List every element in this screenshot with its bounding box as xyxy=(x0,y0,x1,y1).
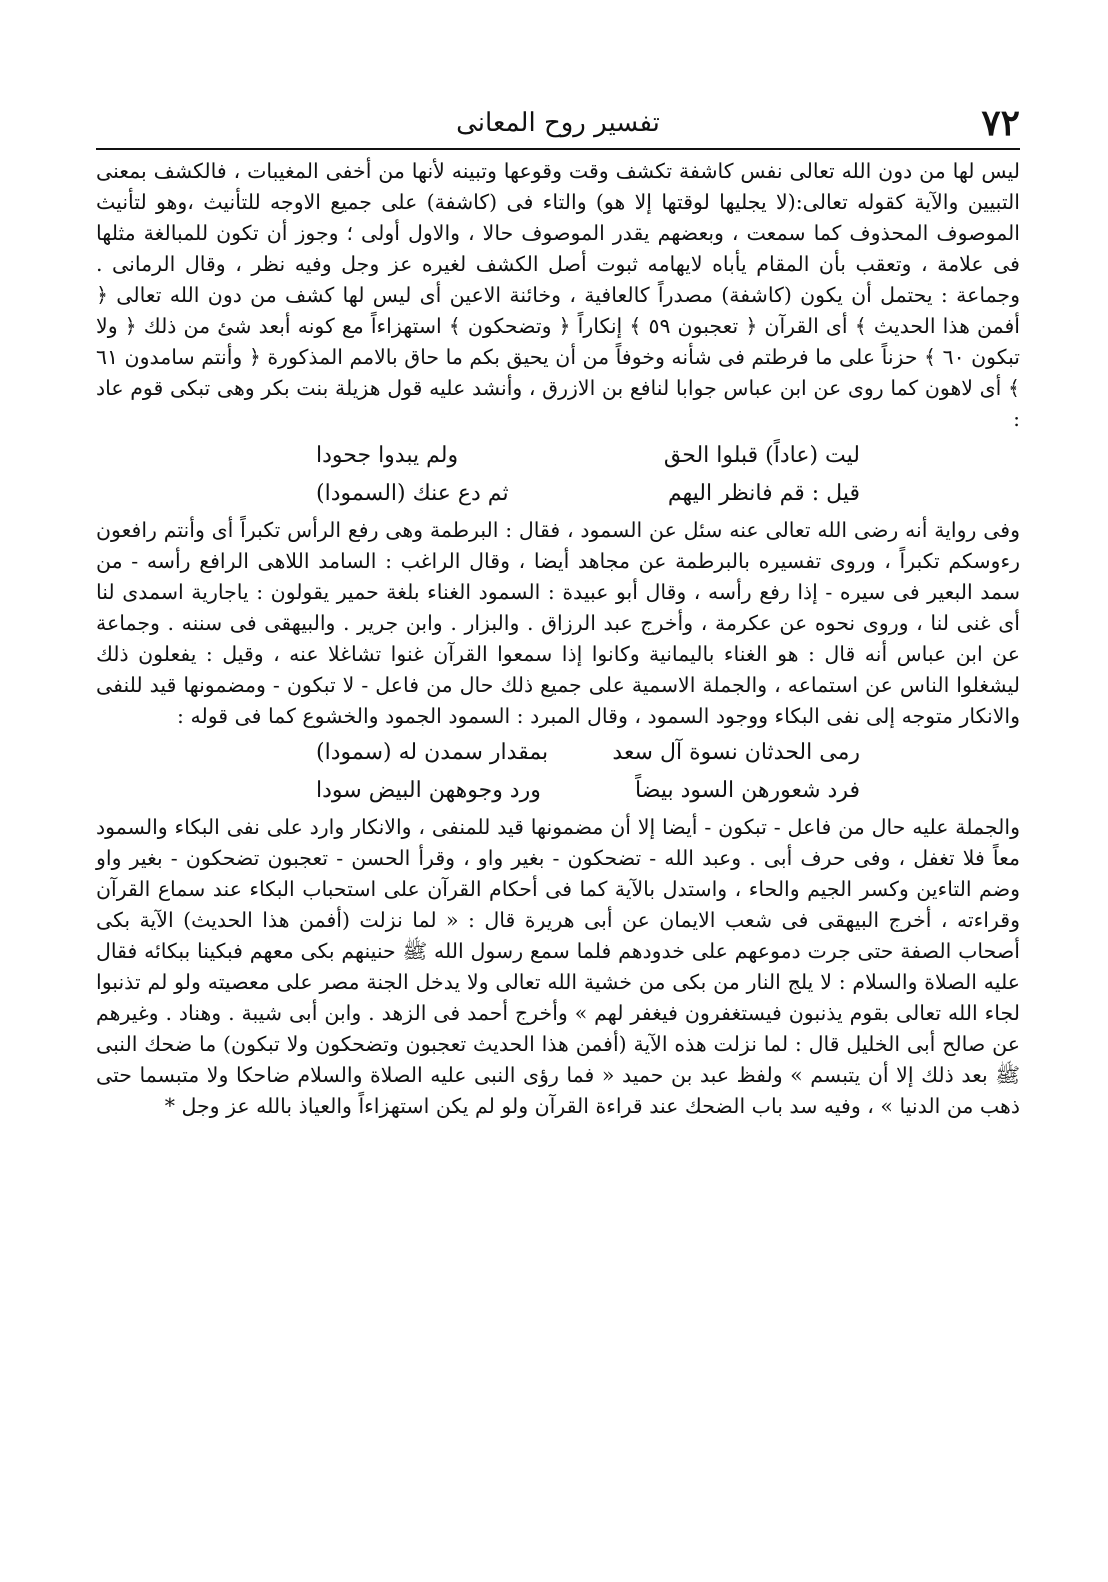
hemistich: قيل : قم فانظر اليهم xyxy=(667,481,860,506)
hemistich: رمى الحدثان نسوة آل سعد xyxy=(612,740,860,765)
verse-line xyxy=(316,475,860,513)
hemistich: ولم يبدوا جحودا xyxy=(316,443,459,468)
hemistich: ثم دع عنك (السمودا) xyxy=(316,481,509,506)
hemistich: ليت (عاداً) قبلوا الحق xyxy=(663,443,860,468)
paragraph: ليس لها من دون الله تعالى نفس كاشفة تكشف وقت وقوعها وتبينه لأنها من أخفى المغيبات ، فالكشف بمعنى التبيين والآية كقوله تعالى:(لا يجليها لوقتها إلا هو) والتاء فى (كاشفة) على جميع الاوجه للتأنيث ،وهو لتأنيث الموصوف المحذوف كما سمعت ، وبعضهم يقدر الموصوف حالا ، والاول أولى ؛ وجوز أن تكون للمبالغة مثلها فى علامة ، وتعقب بأن المقام يأباه لايهامه ثبوت أصل الكشف لغيره عز وجل وفيه نظر ، وقال الرمانى . وجماعة : يحتمل أن يكون (كاشفة) مصدراً كالعافية ، وخائنة الاعين أى ليس لها كشف من دون الله تعالى ﴿ أفمن هذا الحديث ﴾ أى القرآن ﴿ تعجبون ٥٩ ﴾ إنكاراً ﴿ وتضحكون ﴾ استهزاءاً مع كونه أبعد شئ من ذلك ﴿ ولا تبكون ٦٠ ﴾ حزناً على ما فرطتم فى شأنه وخوفاً من أن يحيق بكم ما حاق بالامم المذكورة ﴿ وأنتم سامدون ٦١ ﴾ أى لاهون كما روى عن ابن عباس جوابا لنافع بن الازرق ، وأنشد عليه قول هزيلة بنت بكر وهى تبكى قوم عاد : xyxy=(96,159,1020,431)
verse-line xyxy=(316,734,860,772)
body-text xyxy=(96,156,1020,1122)
verse-block xyxy=(316,734,860,810)
hemistich: فرد شعورهن السود بيضاً xyxy=(635,778,860,803)
paragraph: وفى رواية أنه رضى الله تعالى عنه سئل عن السمود ، فقال : البرطمة وهى رفع الرأس تكبراً أى وأنتم رافعون رءوسكم تكبراً ، وروى تفسيره بالبرطمة عن مجاهد أيضا ، وقال الراغب : السامد اللاهى الرافع رأسه - من سمد البعير فى سيره - إذا رفع رأسه ، وقال أبو عبيدة : السمود الغناء بلغة حمير يقولون : ياجارية اسمدى لنا أى غنى لنا ، وروى نحوه عن عكرمة ، وأخرج عبد الرزاق . والبزار . وابن جرير . والبيهقى فى سننه . وجماعة عن ابن عباس أنه قال : هو الغناء باليمانية وكانوا إذا سمعوا القرآن غنوا تشاغلا عنه ، وقيل : يفعلون ذلك ليشغلوا الناس عن استماعه ، والجملة الاسمية على جميع ذلك حال من فاعل - لا تبكون - ومضمونها قيد للنفى والانكار متوجه إلى نفى البكاء ووجود السمود ، وقال المبرد : السمود الجمود والخشوع كما فى قوله : xyxy=(96,518,1020,728)
verse-block xyxy=(316,437,860,513)
header-rule xyxy=(96,148,1020,150)
page-header xyxy=(96,96,1020,148)
verse-line xyxy=(316,437,860,475)
page-number: ٧٢ xyxy=(981,102,1020,144)
hemistich: بمقدار سمدن له (سمودا) xyxy=(316,740,549,765)
paragraph: والجملة عليه حال من فاعل - تبكون - أيضا إلا أن مضمونها قيد للمنفى ، والانكار وارد على نفى البكاء والسمود معاً فلا تغفل ، وفى حرف أبى . وعبد الله - تضحكون - بغير واو ، وقرأ الحسن - تعجبون تضحكون - بغير واو وضم التاءين وكسر الجيم والحاء ، واستدل بالآية كما فى أحكام القرآن على استحباب البكاء عند سماع القرآن وقراءته ، أخرج البيهقى فى شعب الايمان عن أبى هريرة قال : « لما نزلت (أفمن هذا الحديث) الآية بكى أصحاب الصفة حتى جرت دموعهم على خدودهم فلما سمع رسول الله ﷺ حنينهم بكى معهم فبكينا ببكائه فقال عليه الصلاة والسلام : لا يلج النار من بكى من خشية الله تعالى ولا يدخل الجنة مصر على معصيته ولو لم تذنبوا لجاء الله تعالى بقوم يذنبون فيستغفرون فيغفر لهم » وأخرج أحمد فى الزهد . وابن أبى شيبة . وهناد . وغيرهم عن صالح أبى الخليل قال : لما نزلت هذه الآية (أفمن هذا الحديث تعجبون وتضحكون ولا تبكون) ما ضحك النبى ﷺ بعد ذلك إلا أن يتبسم » ولفظ عبد بن حميد « فما رؤى النبى عليه الصلاة والسلام ضاحكا ولا متبسما حتى ذهب من الدنيا » ، وفيه سد باب الضحك عند قراءة القرآن ولو لم يكن استهزاءاً والعياذ بالله عز وجل * xyxy=(96,815,1020,1118)
running-title: تفسير روح المعانى xyxy=(456,108,660,138)
verse-line xyxy=(316,772,860,810)
hemistich: ورد وجوههن البيض سودا xyxy=(316,778,541,803)
